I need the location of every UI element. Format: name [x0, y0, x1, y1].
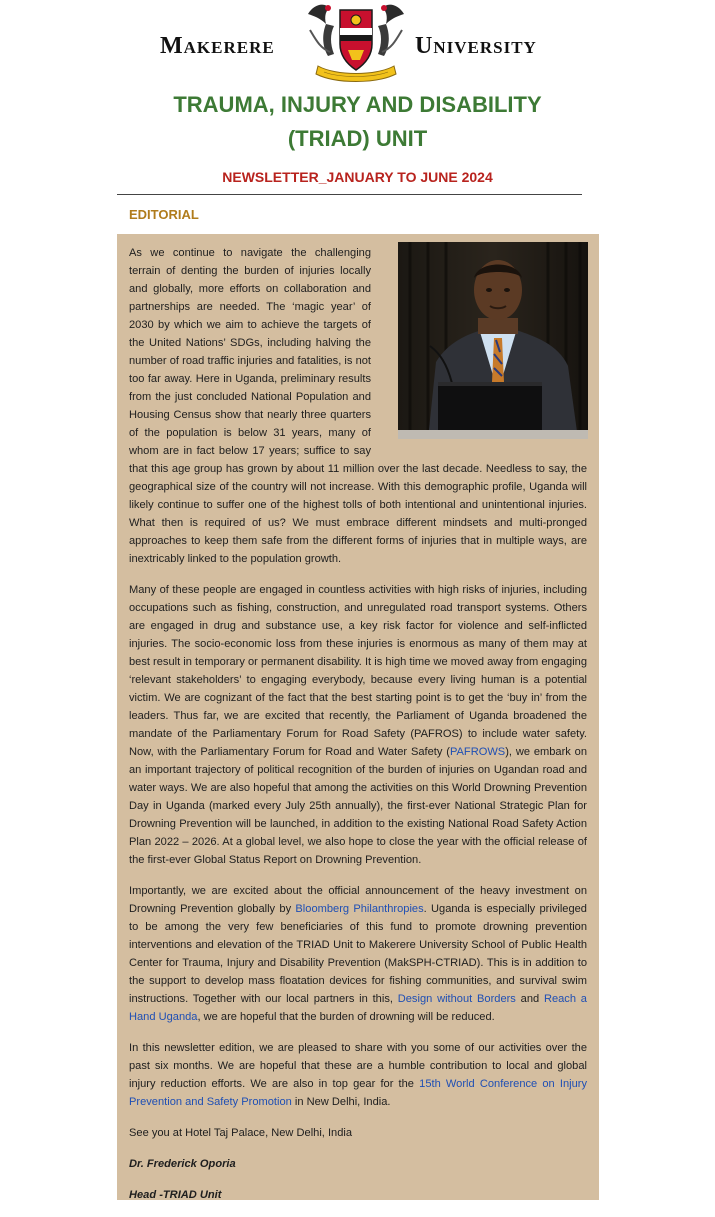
world-conference-link[interactable]: 15th World Conference on Injury Prevention and Safety Promotion: [129, 1078, 588, 1108]
editorial-paragraph-1: As we continue to navigate the challenging terrain of denting the burden of injuries locally and globally, more efforts on collaboration and partnerships are needed. The ‘magic year’ of 2030 by which we aim to achieve the targets of the United Nations’ SDGs, including halving the number of road traffic injuries and fatalities, is not too far away. Here in Uganda, preliminary results from the just concluded National Population and Housing Census show that nearly three quarters of the population is below 31 years, many of whom are in fact below 17 years; suffice to say that this age group has grown by about 11 million over the last decade. Needless to say, the geographical size of the country will not increase. With this demographic profile, Uganda will likely continue to suffer one of the highest tolls of both intentional and unintentional injuries. What then is required of us? We must embrace different mindsets and multi-pronged approaches to keep them safe from the different forms of injuries that in multiple ways, are inextricably linked to the population growth.: [129, 244, 587, 568]
speaker-at-podium-photo-icon: [398, 242, 588, 439]
university-crest-icon: [300, 0, 412, 88]
design-without-borders-link[interactable]: Design without Borders: [397, 993, 516, 1005]
section-heading-editorial: EDITORIAL: [129, 207, 199, 222]
editorial-body: [129, 244, 587, 1217]
university-name-left: Makerere: [160, 33, 275, 59]
editorial-paragraph-2: Many of these people are engaged in countless activities with high risks of injuries, including occupations such as fishing, construction, and unregulated road transport systems. Others are engaged in drug and substance use, a key risk factor for violence and self-inflicted injuries. The socio-economic loss from these injuries is enormous as many of them may at best result in temporary or permanent disability. It is high time we moved away from engaging ‘relevant stakeholders’ to engaging everybody, because every living human is a potential victim. We are cognizant of the fact that the best starting point is to get the ‘buy in’ from the leaders. Thus far, we are excited that recently, the Parliament of Uganda broadened the mandate of the Parliamentary Forum for Road Safety (PAFROS) to include water safety. Now, with the Parliamentary Forum for Road and Water Safety (PAFROWS), we embark on an important trajectory of political recognition of the burden of injuries on Ugandan road and water ways. We are also hopeful that among the activities on this World Drowning Prevention Day in Uganda (marked every July 25th annually), the first-ever National Strategic Plan for Drowning Prevention will be launched, in addition to the existing National Road Safety Action Plan 2022 – 2026. At a global level, we also hope to close the year with the official release of the first-ever Global Status Report on Drowning Prevention.: [129, 584, 587, 866]
signature-name: Dr. Frederick Oporia: [129, 1158, 236, 1170]
pafrows-link[interactable]: PAFROWS: [449, 746, 506, 758]
editorial-paragraph-4: In this newsletter edition, we are pleased to share with you some of our activities over the past six months. We are hopeful that these are a humble contribution to local and global injury reduction efforts. We are also in top gear for the 15th World Conference on Injury Prevention and Safety Promotion in New Delhi, India.: [129, 1042, 588, 1108]
newsletter-title: NEWSLETTER_JANUARY TO JUNE 2024: [222, 169, 493, 185]
masthead: [0, 0, 715, 95]
bloomberg-philanthropies-link[interactable]: Bloomberg Philanthropies: [295, 903, 424, 915]
reach-a-hand-uganda-link[interactable]: Reach a Hand Uganda: [129, 993, 587, 1023]
unit-title: [0, 88, 715, 156]
unit-title-line2: (TRIAD) UNIT: [287, 126, 428, 151]
editorial-paragraph-3: Importantly, we are excited about the official announcement of the heavy investment on Drowning Prevention globally by Bloomberg Philanthropies. Uganda is especially privileged to be among the very few beneficiaries of this fund to promote drowning prevention interventions and elevation of the TRIAD Unit to Makerere University School of Public Health Center for Trauma, Injury and Disability Prevention (MakSPH-CTRIAD). This is in addition to the support to develop mass floatation devices for fishing communities, and survival swim instructions. Together with our local partners in this, Design without Borders and Reach a Hand Uganda, we are hopeful that the burden of drowning will be reduced.: [129, 885, 587, 1023]
signature-role: Head -TRIAD Unit: [129, 1189, 222, 1201]
editorial-paragraph-5: See you at Hotel Taj Palace, New Delhi, India: [129, 1127, 353, 1139]
editorial-panel: [117, 234, 599, 1200]
university-name-right: University: [415, 33, 537, 59]
unit-title-line1: TRAUMA, INJURY AND DISABILITY: [173, 92, 542, 117]
header-divider: [117, 194, 582, 195]
